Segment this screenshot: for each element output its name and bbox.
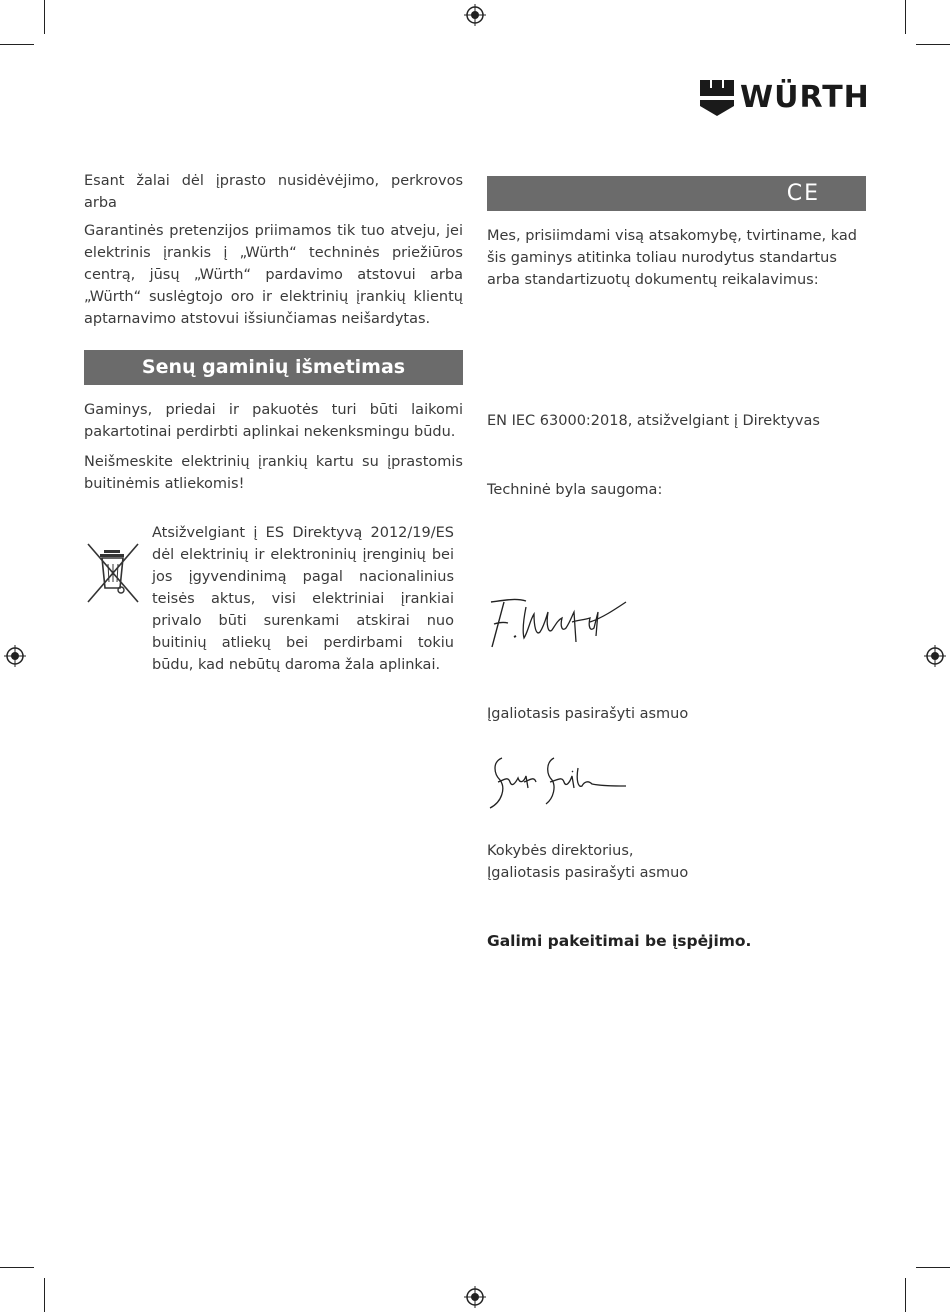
registration-mark-icon xyxy=(4,645,26,667)
paragraph-damage: Esant žalai dėl įprasto nusidėvėjimo, perkrovos arba xyxy=(84,173,463,211)
registration-mark-icon xyxy=(464,1286,486,1308)
crop-mark-top-right-h xyxy=(916,44,950,45)
crop-mark-top-left-h xyxy=(0,44,34,45)
brand-name: WÜRTH xyxy=(740,80,870,115)
authorized-signatory-2: Įgaliotasis pasirašyti asmuo xyxy=(487,865,689,881)
wurth-logo-icon xyxy=(700,80,734,116)
crop-mark-bottom-right-h xyxy=(916,1267,950,1268)
crop-mark-top-left xyxy=(44,0,45,34)
paragraph-weee-directive: Atsižvelgiant į ES Direktyvą 2012/19/ES dėl elektrinių ir elektroninių įrenginių bei jos įgyvendinimą pagal nacionalinius teisės aktus, visi elektriniai įrankiai privalo būti surenkami atskirai nuo buitinių atliekų bei perdirbami tokiu būdu, kad nebūtų daroma žala aplinkai. xyxy=(152,525,454,673)
crop-mark-bottom-left xyxy=(44,1278,45,1312)
brand-logo xyxy=(700,80,870,118)
registration-mark-icon xyxy=(924,645,946,667)
technical-file-label: Techninė byla saugoma: xyxy=(487,482,663,498)
registration-mark-icon xyxy=(464,4,486,26)
ce-mark: CE xyxy=(786,181,820,206)
section-heading-disposal: Senų gaminių išmetimas xyxy=(84,350,463,385)
paragraph-recycling: Gaminys, priedai ir pakuotės turi būti laikomi pakartotinai perdirbti aplinkai nekenksmingu būdu. xyxy=(84,402,463,440)
quality-director-title: Kokybės direktorius, xyxy=(487,843,634,859)
signature-1 xyxy=(486,592,636,652)
crop-mark-bottom-right xyxy=(905,1278,906,1312)
signature-2 xyxy=(484,752,634,812)
authorized-signatory-1: Įgaliotasis pasirašyti asmuo xyxy=(487,706,689,722)
crop-mark-bottom-left-h xyxy=(0,1267,34,1268)
paragraph-warranty: Garantinės pretenzijos priimamos tik tuo atveju, jei elektrinis įrankis į „Würth“ techninės priežiūros centrą, jūsų „Würth“ pardavimo atstovui arba „Würth“ suslėgtojo oro ir elektrinių įrankių klientų aptarnavimo atstovui išsiunčiamas neišardytas. xyxy=(84,223,463,327)
ce-banner xyxy=(487,176,866,211)
crossed-out-wheelie-bin-icon xyxy=(86,542,140,604)
standard-reference: EN IEC 63000:2018, atsižvelgiant į Direktyvas xyxy=(487,413,820,429)
crop-mark-top-right xyxy=(905,0,906,34)
paragraph-declaration: Mes, prisiimdami visą atsakomybę, tvirtiname, kad šis gaminys atitinka toliau nurodytus standartus arba standartizuotų dokumentų reikalavimus: xyxy=(487,228,857,288)
paragraph-household-waste: Neišmeskite elektrinių įrankių kartu su įprastomis buitinėmis atliekomis! xyxy=(84,454,463,492)
change-notice: Galimi pakeitimai be įspėjimo. xyxy=(487,932,752,950)
